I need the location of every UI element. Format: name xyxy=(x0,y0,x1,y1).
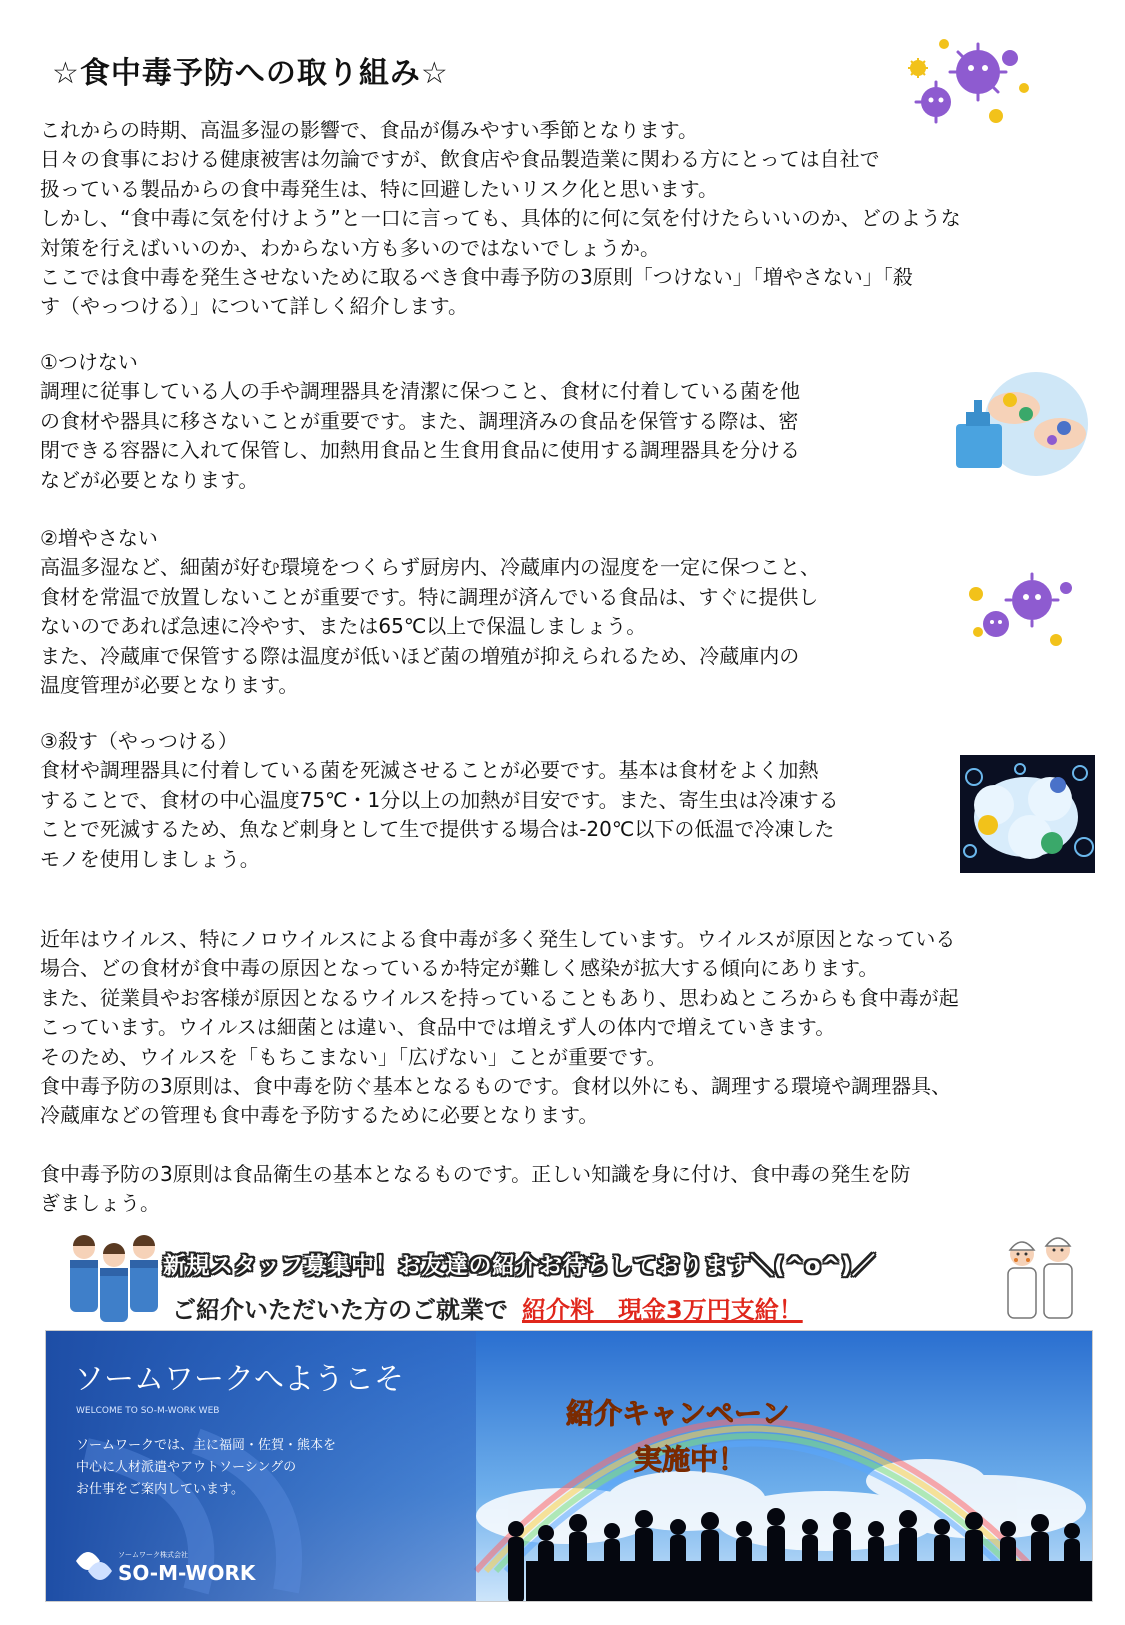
virus-line: 冷蔵庫などの管理も食中毒を予防するために必要となります。 xyxy=(40,1103,599,1128)
section-line: の食材や器具に移さないことが重要です。また、調理済みの食品を保管する際は、密 xyxy=(40,408,799,433)
virus-paragraph xyxy=(40,925,959,1131)
virus-line: また、従業員やお客様が原因となるウイルスを持っていることもあり、思わぬところからも食中毒が起 xyxy=(40,985,959,1010)
section-line: 閉できる容器に入れて保管し、加熱用食品と生食用食品に使用する調理器具を分ける xyxy=(40,438,800,463)
section-line: 高温多湿など、細菌が好む環境をつくらず厨房内、冷蔵庫内の湿度を一定に保つこと、 xyxy=(40,555,820,580)
campaign-line: 紹介キャンペーン xyxy=(566,1397,790,1430)
banner-desc-line: 中心に人材派遣やアウトソーシングの xyxy=(76,1460,297,1475)
staff-group-illustration xyxy=(62,1228,166,1324)
banner-graphic xyxy=(46,1331,1093,1602)
recruit-condition: ご紹介いただいた方のご就業で xyxy=(172,1296,508,1324)
section-fuyasanai xyxy=(40,524,820,700)
intro-line: す（やっつける）」について詳しく紹介します。 xyxy=(40,294,468,319)
section-line: 食材や調理器具に付着している菌を死滅させることが必要です。基本は食材をよく加熱 xyxy=(40,758,819,783)
intro-line: ここでは食中毒を発生させないために取るべき食中毒予防の3原則「つけない」「増やさない」「殺 xyxy=(40,265,913,290)
section-korosu xyxy=(40,727,839,874)
intro-paragraph xyxy=(40,116,961,322)
closing-paragraph xyxy=(40,1160,910,1219)
recruit-reward: 紹介料 現金3万円支給！ xyxy=(522,1296,803,1324)
section-line: することで、食材の中心温度75℃・1分以上の加熱が目安です。また、寄生虫は冷凍する xyxy=(40,787,839,812)
section-tsukenai xyxy=(40,348,800,495)
recruit-headline: 新規スタッフ募集中！お友達の紹介お待ちしております＼(^o^)／ xyxy=(163,1253,876,1279)
section-heading: ③殺す（やっつける） xyxy=(40,729,238,753)
handwashing-illustration xyxy=(952,370,1092,480)
banner-subheading: WELCOME TO SO-M-WORK WEB xyxy=(76,1406,220,1416)
section-heading: ①つけない xyxy=(40,350,138,374)
section-line: 食材を常温で放置しないことが重要です。特に調理が済んでいる食品は、すぐに提供し xyxy=(40,584,819,609)
soap-bubbles-illustration xyxy=(960,755,1095,873)
intro-line: しかし、“食中毒に気を付けよう”と一口に言っても、具体的に何に気を付けたらいいのか、どのような xyxy=(40,206,961,231)
banner-desc-line: お仕事をご案内しています。 xyxy=(76,1482,244,1497)
closing-line: ぎましょう。 xyxy=(40,1191,160,1216)
section-line: また、冷蔵庫で保管する際は温度が低いほど菌の増殖が抑えられるため、冷蔵庫内の xyxy=(40,643,800,668)
intro-line: これからの時期、高温多湿の影響で、食品が傷みやすい季節となります。 xyxy=(40,118,698,142)
intro-line: 日々の食事における健康被害は勿論ですが、飲食店や食品製造業に関わる方にとっては自社で xyxy=(40,147,880,172)
section-heading: ②増やさない xyxy=(40,526,158,550)
somwork-banner[interactable] xyxy=(45,1330,1093,1602)
logo-text: SO-M-WORK xyxy=(118,1561,256,1585)
virus-line: 食中毒予防の3原則は、食中毒を防ぐ基本となるものです。食材以外にも、調理する環境や調理器具、 xyxy=(40,1074,952,1099)
virus-line: こっています。ウイルスは細菌とは違い、食品中では増えず人の体内で増えていきます。 xyxy=(40,1015,836,1040)
section-line: 温度管理が必要となります。 xyxy=(40,673,299,698)
section-line: 調理に従事している人の手や調理器具を清潔に保つこと、食材に付着している菌を他 xyxy=(40,379,800,404)
logo-company-small: ソームワーク株式会社 xyxy=(118,1551,188,1559)
recruit-subline xyxy=(172,1290,803,1325)
intro-line: 扱っている製品からの食中毒発生は、特に回避したいリスク化と思います。 xyxy=(40,176,718,201)
section-line: などが必要となります。 xyxy=(40,467,259,492)
section-line: ことで死滅するため、魚など刺身として生で提供する場合は-20℃以下の低温で冷凍した xyxy=(40,817,835,842)
nurses-illustration xyxy=(996,1228,1084,1324)
campaign-line: 実施中！ xyxy=(634,1443,747,1476)
banner-desc-line: ソームワークでは、主に福岡・佐賀・熊本を xyxy=(76,1438,337,1453)
section-line: ないのであれば急速に冷やす、または65℃以上で保温しましょう。 xyxy=(40,614,647,639)
section-line: モノを使用しましょう。 xyxy=(40,846,260,871)
intro-line: 対策を行えばいいのか、わからない方も多いのではないでしょうか。 xyxy=(40,235,660,260)
page-title: ☆食中毒予防への取り組み☆ xyxy=(52,56,449,91)
closing-line: 食中毒予防の3原則は食品衛生の基本となるものです。正しい知識を身に付け、食中毒の発生を防 xyxy=(40,1162,911,1186)
virus-line: そのため、ウイルスを「もちこまない」「広げない」ことが重要です。 xyxy=(40,1044,667,1069)
virus-line: 場合、どの食材が食中毒の原因となっているか特定が難しく感染が拡大する傾向にあります。 xyxy=(40,956,879,981)
banner-heading: ソームワークへようこそ xyxy=(74,1362,404,1397)
germs-illustration xyxy=(958,566,1083,656)
virus-line: 近年はウイルス、特にノロウイルスによる食中毒が多く発生しています。ウイルスが原因となっている xyxy=(40,927,956,951)
